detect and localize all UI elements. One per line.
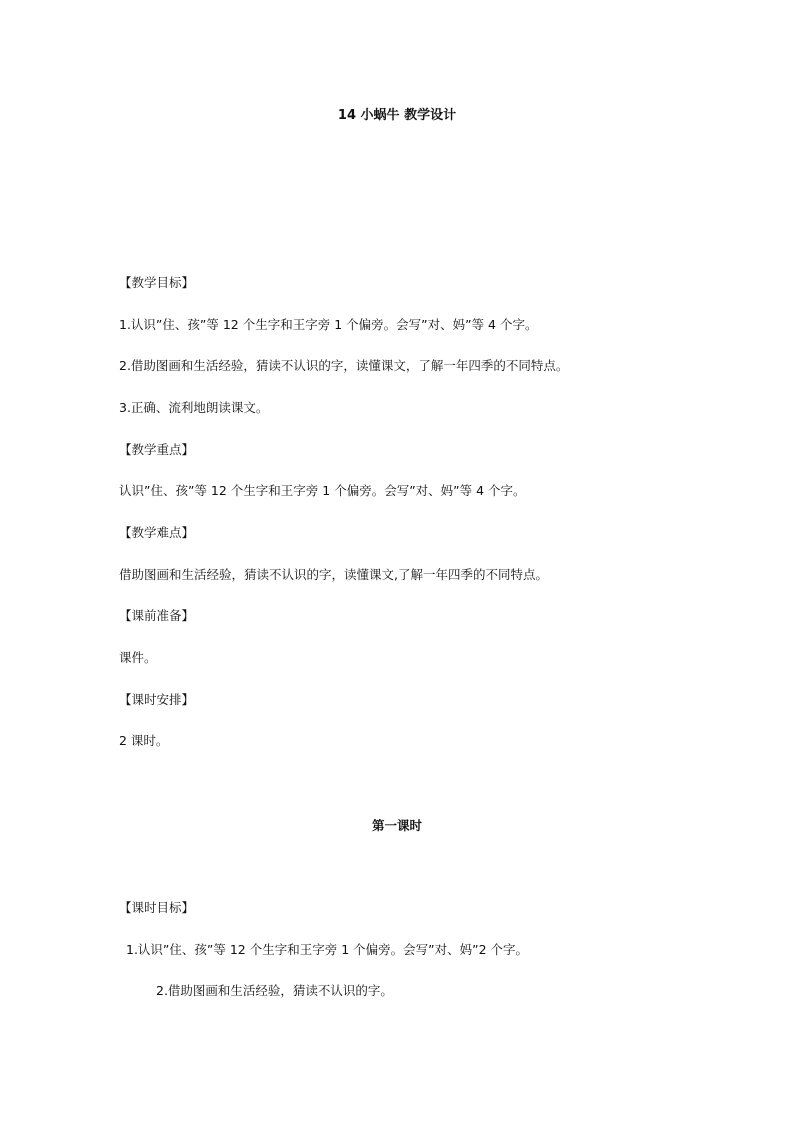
- goal-item-1: 1.认识”住、孩”等 12 个生字和王字旁 1 个偏旁。会写”对、妈”等 4 个字。: [119, 317, 538, 332]
- goal-item-3: 3.正确、流利地朗读课文。: [119, 400, 269, 415]
- document-title: 14 小蜗牛 教学设计: [337, 108, 457, 123]
- focus-text: 认识”住、孩”等 12 个生字和王字旁 1 个偏旁。会写”对、妈”等 4 个字。: [119, 483, 526, 498]
- lesson1-goal-item-1: 1.认识”住、孩”等 12 个生字和王字旁 1 个偏旁。会写”对、妈”2 个字。: [126, 942, 529, 957]
- goal-item-2: 2.借助图画和生活经验，猜读不认识的字，读懂课文，了解一年四季的不同特点。: [119, 358, 569, 373]
- focus-heading: 【教学重点】: [119, 442, 195, 457]
- schedule-text: 2 课时。: [119, 733, 169, 748]
- preparation-heading: 【课前准备】: [119, 608, 195, 623]
- goals-heading: 【教学目标】: [119, 275, 195, 290]
- difficulty-text: 借助图画和生活经验，猜读不认识的字，读懂课文,了解一年四季的不同特点。: [119, 567, 548, 582]
- difficulty-heading: 【教学难点】: [119, 525, 195, 540]
- preparation-text: 课件。: [119, 650, 157, 665]
- lesson1-title: 第一课时: [371, 818, 422, 833]
- lesson1-goals-heading: 【课时目标】: [119, 900, 195, 915]
- schedule-heading: 【课时安排】: [119, 692, 195, 707]
- lesson1-goal-item-2: 2.借助图画和生活经验，猜读不认识的字。: [156, 983, 393, 998]
